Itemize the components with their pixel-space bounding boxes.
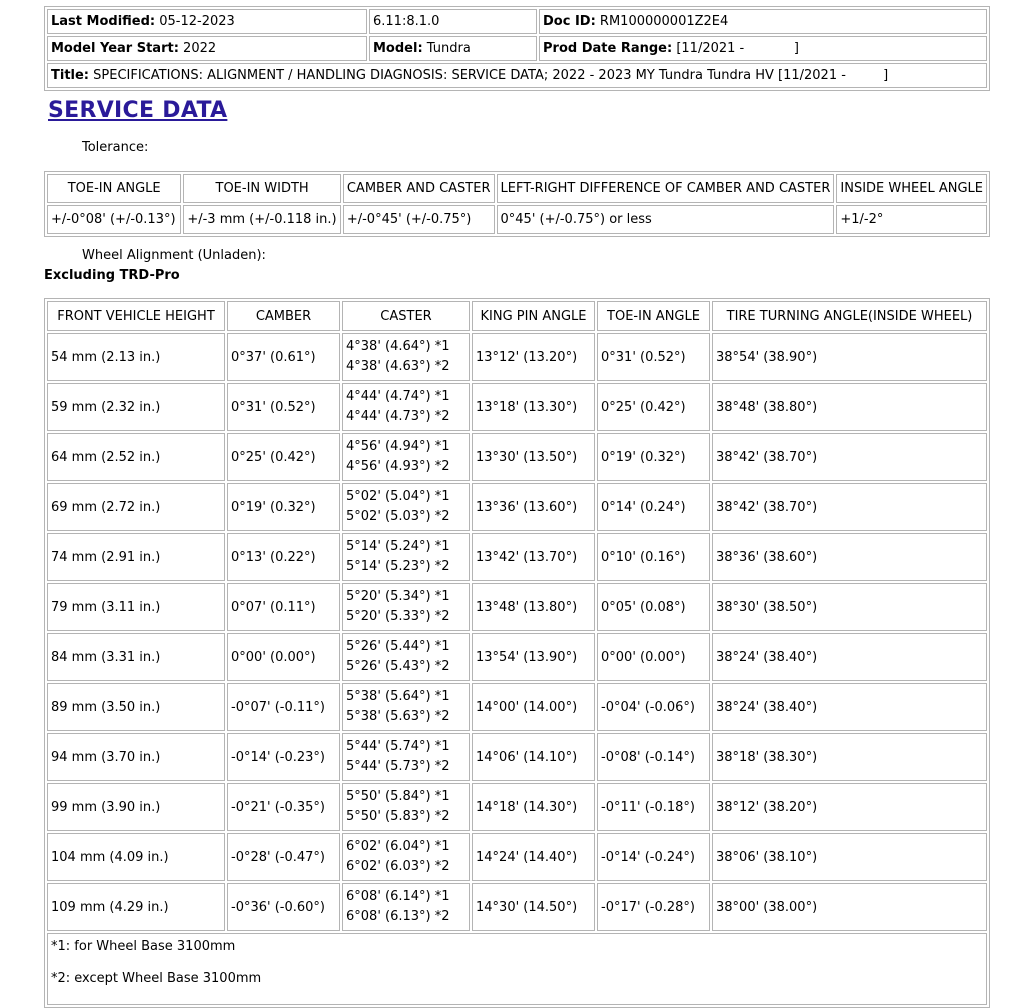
tolerance-table: [44, 171, 990, 237]
toe-in-angle-cell: 0°25' (0.42°): [597, 383, 710, 431]
toe-in-angle-cell: 0°00' (0.00°): [597, 633, 710, 681]
title-cell: Title: SPECIFICATIONS: ALIGNMENT / HANDLING DIAGNOSIS: SERVICE DATA; 2022 - 2023 MY Tundra Tundra HV [11/2021 - ]: [47, 63, 987, 88]
caster-cell: [342, 433, 470, 481]
tire-turning-angle-cell: 38°48' (38.80°): [712, 383, 987, 431]
caster-cell: [342, 483, 470, 531]
table-row: [47, 333, 987, 381]
table-row: [47, 533, 987, 581]
camber-cell: 0°13' (0.22°): [227, 533, 340, 581]
toe-in-angle-cell: 0°31' (0.52°): [597, 333, 710, 381]
tire-turning-angle-cell: 38°06' (38.10°): [712, 833, 987, 881]
table-row: [47, 683, 987, 731]
king-pin-angle-cell: 13°30' (13.50°): [472, 433, 595, 481]
vehicle-height-cell: 79 mm (3.11 in.): [47, 583, 225, 631]
tolerance-header-cell: TOE-IN WIDTH: [183, 174, 341, 203]
caster-value-2: 5°20' (5.33°) *2: [346, 609, 450, 624]
caster-value-1: 5°50' (5.84°) *1: [346, 789, 450, 804]
king-pin-angle-cell: 13°42' (13.70°): [472, 533, 595, 581]
caster-value-2: 4°56' (4.93°) *2: [346, 459, 450, 474]
camber-cell: -0°14' (-0.23°): [227, 733, 340, 781]
footnote: *1: for Wheel Base 3100mm: [51, 939, 236, 954]
excluding-trd-pro-label: Excluding TRD-Pro: [44, 268, 180, 283]
toe-in-angle-cell: 0°19' (0.32°): [597, 433, 710, 481]
vehicle-height-cell: 54 mm (2.13 in.): [47, 333, 225, 381]
tolerance-header-cell: CAMBER AND CASTER: [343, 174, 495, 203]
table-row: [47, 433, 987, 481]
toe-in-angle-cell: 0°14' (0.24°): [597, 483, 710, 531]
camber-cell: 0°19' (0.32°): [227, 483, 340, 531]
tolerance-value-cell: +/-3 mm (+/-0.118 in.): [183, 205, 341, 234]
king-pin-angle-cell: 14°06' (14.10°): [472, 733, 595, 781]
vehicle-height-cell: 84 mm (3.31 in.): [47, 633, 225, 681]
caster-cell: [342, 583, 470, 631]
tire-turning-angle-cell: 38°00' (38.00°): [712, 883, 987, 931]
caster-cell: [342, 533, 470, 581]
caster-value-1: 6°08' (6.14°) *1: [346, 889, 450, 904]
wheel-alignment-label: Wheel Alignment (Unladen):: [82, 248, 266, 263]
toe-in-angle-cell: -0°14' (-0.24°): [597, 833, 710, 881]
alignment-header-cell: TIRE TURNING ANGLE(INSIDE WHEEL): [712, 301, 987, 331]
last-modified-cell: Last Modified: 05-12-2023: [47, 9, 367, 34]
king-pin-angle-cell: 14°18' (14.30°): [472, 783, 595, 831]
doc-id-cell: Doc ID: RM100000001Z2E4: [539, 9, 987, 34]
section-title[interactable]: SERVICE DATA: [48, 98, 228, 123]
table-row: [47, 483, 987, 531]
version-cell: 6.11:8.1.0: [369, 9, 537, 34]
caster-value-1: 4°38' (4.64°) *1: [346, 339, 450, 354]
camber-cell: -0°36' (-0.60°): [227, 883, 340, 931]
vehicle-height-cell: 99 mm (3.90 in.): [47, 783, 225, 831]
vehicle-height-cell: 69 mm (2.72 in.): [47, 483, 225, 531]
tolerance-value-row: [47, 205, 987, 234]
table-row: [47, 883, 987, 931]
caster-value-2: 5°38' (5.63°) *2: [346, 709, 450, 724]
footnote: *2: except Wheel Base 3100mm: [51, 971, 262, 986]
table-row: [47, 833, 987, 881]
king-pin-angle-cell: 13°48' (13.80°): [472, 583, 595, 631]
tire-turning-angle-cell: 38°54' (38.90°): [712, 333, 987, 381]
tire-turning-angle-cell: 38°24' (38.40°): [712, 633, 987, 681]
table-row: [47, 633, 987, 681]
caster-value-1: 5°38' (5.64°) *1: [346, 689, 450, 704]
caster-cell: [342, 733, 470, 781]
toe-in-angle-cell: 0°05' (0.08°): [597, 583, 710, 631]
model-year-cell: Model Year Start: 2022: [47, 36, 367, 61]
wheel-alignment-table: [44, 298, 990, 1008]
camber-cell: 0°25' (0.42°): [227, 433, 340, 481]
tire-turning-angle-cell: 38°42' (38.70°): [712, 433, 987, 481]
caster-cell: [342, 833, 470, 881]
footnotes-cell: [47, 933, 987, 1005]
table-row: [47, 583, 987, 631]
camber-cell: -0°07' (-0.11°): [227, 683, 340, 731]
vehicle-height-cell: 59 mm (2.32 in.): [47, 383, 225, 431]
caster-value-1: 4°56' (4.94°) *1: [346, 439, 450, 454]
footnotes-row: [47, 933, 987, 1005]
alignment-header-cell: KING PIN ANGLE: [472, 301, 595, 331]
king-pin-angle-cell: 14°30' (14.50°): [472, 883, 595, 931]
tolerance-value-cell: 0°45' (+/-0.75°) or less: [497, 205, 835, 234]
caster-value-1: 5°26' (5.44°) *1: [346, 639, 450, 654]
king-pin-angle-cell: 13°54' (13.90°): [472, 633, 595, 681]
tolerance-value-cell: +/-0°08' (+/-0.13°): [47, 205, 181, 234]
tolerance-header-cell: TOE-IN ANGLE: [47, 174, 181, 203]
caster-value-2: 5°02' (5.03°) *2: [346, 509, 450, 524]
caster-value-1: 5°02' (5.04°) *1: [346, 489, 450, 504]
table-row: [47, 783, 987, 831]
caster-cell: [342, 333, 470, 381]
document-header: [44, 6, 990, 91]
toe-in-angle-cell: 0°10' (0.16°): [597, 533, 710, 581]
tolerance-value-cell: +/-0°45' (+/-0.75°): [343, 205, 495, 234]
model-cell: Model: Tundra: [369, 36, 537, 61]
vehicle-height-cell: 104 mm (4.09 in.): [47, 833, 225, 881]
alignment-header-cell: FRONT VEHICLE HEIGHT: [47, 301, 225, 331]
camber-cell: 0°07' (0.11°): [227, 583, 340, 631]
king-pin-angle-cell: 14°00' (14.00°): [472, 683, 595, 731]
toe-in-angle-cell: -0°11' (-0.18°): [597, 783, 710, 831]
alignment-header-cell: CASTER: [342, 301, 470, 331]
toe-in-angle-cell: -0°17' (-0.28°): [597, 883, 710, 931]
caster-value-2: 4°38' (4.63°) *2: [346, 359, 450, 374]
tire-turning-angle-cell: 38°24' (38.40°): [712, 683, 987, 731]
toe-in-angle-cell: -0°04' (-0.06°): [597, 683, 710, 731]
alignment-header-cell: TOE-IN ANGLE: [597, 301, 710, 331]
tire-turning-angle-cell: 38°12' (38.20°): [712, 783, 987, 831]
caster-value-2: 5°50' (5.83°) *2: [346, 809, 450, 824]
caster-value-1: 4°44' (4.74°) *1: [346, 389, 450, 404]
tolerance-value-cell: +1/-2°: [836, 205, 987, 234]
caster-value-1: 5°20' (5.34°) *1: [346, 589, 450, 604]
alignment-header-cell: CAMBER: [227, 301, 340, 331]
tolerance-header-cell: INSIDE WHEEL ANGLE: [836, 174, 987, 203]
tire-turning-angle-cell: 38°30' (38.50°): [712, 583, 987, 631]
caster-value-2: 4°44' (4.73°) *2: [346, 409, 450, 424]
king-pin-angle-cell: 13°36' (13.60°): [472, 483, 595, 531]
camber-cell: 0°31' (0.52°): [227, 383, 340, 431]
caster-value-2: 5°26' (5.43°) *2: [346, 659, 450, 674]
king-pin-angle-cell: 13°18' (13.30°): [472, 383, 595, 431]
caster-cell: [342, 683, 470, 731]
vehicle-height-cell: 109 mm (4.29 in.): [47, 883, 225, 931]
caster-value-2: 6°08' (6.13°) *2: [346, 909, 450, 924]
caster-cell: [342, 633, 470, 681]
tire-turning-angle-cell: 38°42' (38.70°): [712, 483, 987, 531]
alignment-header-row: [47, 301, 987, 331]
caster-value-1: 5°44' (5.74°) *1: [346, 739, 450, 754]
king-pin-angle-cell: 13°12' (13.20°): [472, 333, 595, 381]
caster-value-1: 5°14' (5.24°) *1: [346, 539, 450, 554]
caster-cell: [342, 383, 470, 431]
vehicle-height-cell: 89 mm (3.50 in.): [47, 683, 225, 731]
caster-value-2: 5°14' (5.23°) *2: [346, 559, 450, 574]
caster-cell: [342, 783, 470, 831]
tolerance-label: Tolerance:: [82, 140, 149, 155]
tolerance-header-cell: LEFT-RIGHT DIFFERENCE OF CAMBER AND CASTER: [497, 174, 835, 203]
camber-cell: 0°00' (0.00°): [227, 633, 340, 681]
caster-cell: [342, 883, 470, 931]
tire-turning-angle-cell: 38°18' (38.30°): [712, 733, 987, 781]
king-pin-angle-cell: 14°24' (14.40°): [472, 833, 595, 881]
caster-value-1: 6°02' (6.04°) *1: [346, 839, 450, 854]
camber-cell: -0°28' (-0.47°): [227, 833, 340, 881]
vehicle-height-cell: 74 mm (2.91 in.): [47, 533, 225, 581]
caster-value-2: 6°02' (6.03°) *2: [346, 859, 450, 874]
table-row: [47, 383, 987, 431]
vehicle-height-cell: 94 mm (3.70 in.): [47, 733, 225, 781]
vehicle-height-cell: 64 mm (2.52 in.): [47, 433, 225, 481]
camber-cell: -0°21' (-0.35°): [227, 783, 340, 831]
tire-turning-angle-cell: 38°36' (38.60°): [712, 533, 987, 581]
tolerance-header-row: [47, 174, 987, 203]
table-row: [47, 733, 987, 781]
toe-in-angle-cell: -0°08' (-0.14°): [597, 733, 710, 781]
prod-date-cell: Prod Date Range: [11/2021 - ]: [539, 36, 987, 61]
caster-value-2: 5°44' (5.73°) *2: [346, 759, 450, 774]
camber-cell: 0°37' (0.61°): [227, 333, 340, 381]
